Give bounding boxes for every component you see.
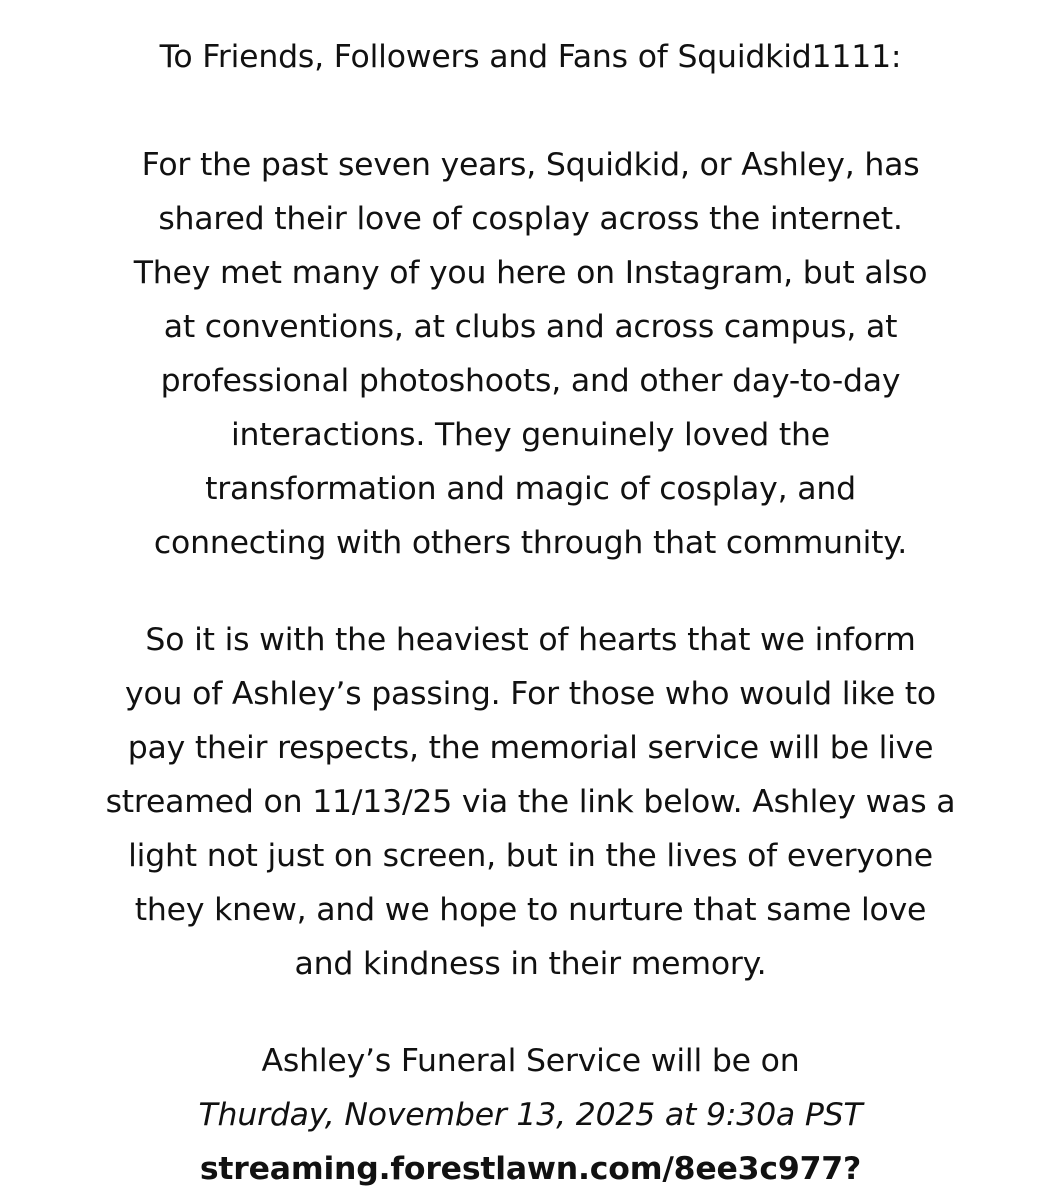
paragraph-line: transformation and magic of cosplay, and [205, 471, 856, 507]
paragraph-passing-announcement [0, 613, 1061, 991]
paragraph-line: and kindness in their memory. [294, 946, 767, 982]
greeting-line [0, 30, 1061, 84]
streaming-link[interactable]: streaming.forestlawn.com/8ee3c977? [199, 1151, 862, 1187]
paragraph-line: they knew, and we hope to nurture that same love [134, 892, 927, 928]
paragraph-line: at conventions, at clubs and across campus, at [163, 309, 898, 345]
service-intro: Ashley’s Funeral Service will be on [261, 1043, 800, 1079]
paragraph-line: So it is with the heaviest of hearts that we inform [145, 622, 916, 658]
paragraph-cosplay-history [0, 138, 1061, 570]
paragraph-line: you of Ashley’s passing. For those who would like to [125, 676, 936, 712]
paragraph-line: They met many of you here on Instagram, but also [133, 255, 928, 291]
greeting-text: To Friends, Followers and Fans of Squidkid1111: [159, 39, 902, 75]
paragraph-line: shared their love of cosplay across the internet. [158, 201, 903, 237]
paragraph-line: connecting with others through that community. [153, 525, 908, 561]
paragraph-line: interactions. They genuinely loved the [231, 417, 830, 453]
funeral-service-details [0, 1034, 1061, 1196]
service-datetime: Thurday, November 13, 2025 at 9:30a PST [198, 1097, 863, 1133]
paragraph-line: light not just on screen, but in the lives of everyone [128, 838, 933, 874]
paragraph-line: streamed on 11/13/25 via the link below. Ashley was a [105, 784, 956, 820]
paragraph-line: pay their respects, the memorial service will be live [127, 730, 934, 766]
paragraph-line: professional photoshoots, and other day-to-day [160, 363, 901, 399]
paragraph-line: For the past seven years, Squidkid, or Ashley, has [141, 147, 920, 183]
